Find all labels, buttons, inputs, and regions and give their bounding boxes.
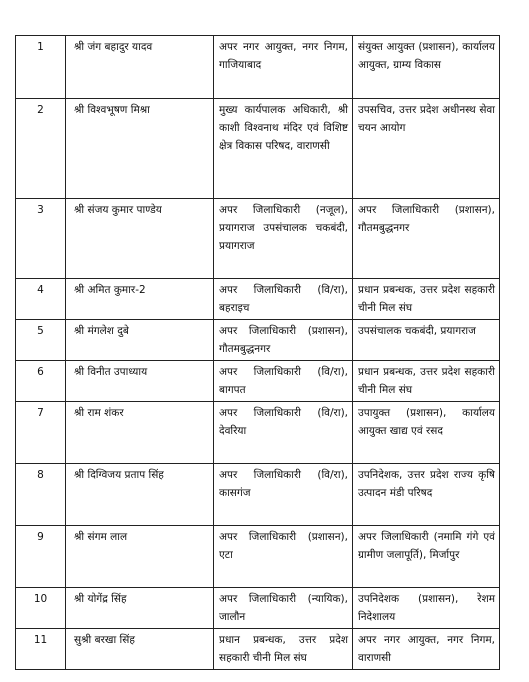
current-posting: मुख्य कार्यपालक अधिकारी, श्री काशी विश्वनाथ मंदिर एवं विशिष्ट क्षेत्र विकास परिषद, वाराणसी (214, 99, 353, 199)
officer-name: श्री संगम लाल (66, 526, 214, 588)
table-row (16, 402, 500, 464)
officer-name: सुश्री बरखा सिंह (66, 629, 214, 670)
new-posting: अपर जिलाधिकारी (नमामि गंगे एवं ग्रामीण जलापूर्ति), मिर्जापुर (353, 526, 500, 588)
serial-number: 11 (16, 629, 66, 670)
new-posting: उपनिदेशक (प्रशासन), रेशम निदेशालय (353, 588, 500, 629)
serial-number: 4 (16, 279, 66, 320)
table-row (16, 36, 500, 99)
new-posting: संयुक्त आयुक्त (प्रशासन), कार्यालय आयुक्त, ग्राम्य विकास (353, 36, 500, 99)
table-row (16, 526, 500, 588)
current-posting: अपर जिलाधिकारी (वि/रा), कासगंज (214, 464, 353, 526)
new-posting: प्रधान प्रबन्धक, उत्तर प्रदेश सहकारी चीनी मिल संघ (353, 279, 500, 320)
table-row (16, 279, 500, 320)
serial-number: 2 (16, 99, 66, 199)
officer-name: श्री संजय कुमार पाण्डेय (66, 199, 214, 279)
new-posting: प्रधान प्रबन्धक, उत्तर प्रदेश सहकारी चीनी मिल संघ (353, 361, 500, 402)
officer-name: श्री विश्वभूषण मिश्रा (66, 99, 214, 199)
transfer-table (15, 35, 500, 670)
officer-name: श्री दिग्विजय प्रताप सिंह (66, 464, 214, 526)
serial-number: 5 (16, 320, 66, 361)
table-row (16, 199, 500, 279)
serial-number: 1 (16, 36, 66, 99)
new-posting: अपर नगर आयुक्त, नगर निगम, वाराणसी (353, 629, 500, 670)
officer-name: श्री अमित कुमार-2 (66, 279, 214, 320)
current-posting: अपर जिलाधिकारी (न्यायिक), जालौन (214, 588, 353, 629)
serial-number: 3 (16, 199, 66, 279)
current-posting: अपर जिलाधिकारी (नजूल), प्रयागराज उपसंचालक चकबंदी, प्रयागराज (214, 199, 353, 279)
table-row (16, 361, 500, 402)
serial-number: 6 (16, 361, 66, 402)
table-row (16, 320, 500, 361)
officer-name: श्री जंग बहादुर यादव (66, 36, 214, 99)
current-posting: प्रधान प्रबन्धक, उत्तर प्रदेश सहकारी चीनी मिल संघ (214, 629, 353, 670)
new-posting: उपसचिव, उत्तर प्रदेश अधीनस्थ सेवा चयन आयोग (353, 99, 500, 199)
current-posting: अपर जिलाधिकारी (प्रशासन), गौतमबुद्धनगर (214, 320, 353, 361)
current-posting: अपर जिलाधिकारी (वि/रा), देवरिया (214, 402, 353, 464)
new-posting: अपर जिलाधिकारी (प्रशासन), गौतमबुद्धनगर (353, 199, 500, 279)
officer-name: श्री मंगलेश दुबे (66, 320, 214, 361)
serial-number: 10 (16, 588, 66, 629)
officer-name: श्री राम शंकर (66, 402, 214, 464)
table-row (16, 464, 500, 526)
new-posting: उपनिदेशक, उत्तर प्रदेश राज्य कृषि उत्पादन मंडी परिषद (353, 464, 500, 526)
officer-name: श्री विनीत उपाध्याय (66, 361, 214, 402)
current-posting: अपर जिलाधिकारी (वि/रा), बागपत (214, 361, 353, 402)
serial-number: 8 (16, 464, 66, 526)
current-posting: अपर जिलाधिकारी (प्रशासन), एटा (214, 526, 353, 588)
new-posting: उपसंचालक चकबंदी, प्रयागराज (353, 320, 500, 361)
new-posting: उपायुक्त (प्रशासन), कार्यालय आयुक्त खाद्य एवं रसद (353, 402, 500, 464)
serial-number: 9 (16, 526, 66, 588)
current-posting: अपर नगर आयुक्त, नगर निगम, गाजियाबाद (214, 36, 353, 99)
officer-name: श्री योगेंद्र सिंह (66, 588, 214, 629)
current-posting: अपर जिलाधिकारी (वि/रा), बहराइच (214, 279, 353, 320)
table-row (16, 629, 500, 670)
table-row (16, 588, 500, 629)
serial-number: 7 (16, 402, 66, 464)
table-row (16, 99, 500, 199)
